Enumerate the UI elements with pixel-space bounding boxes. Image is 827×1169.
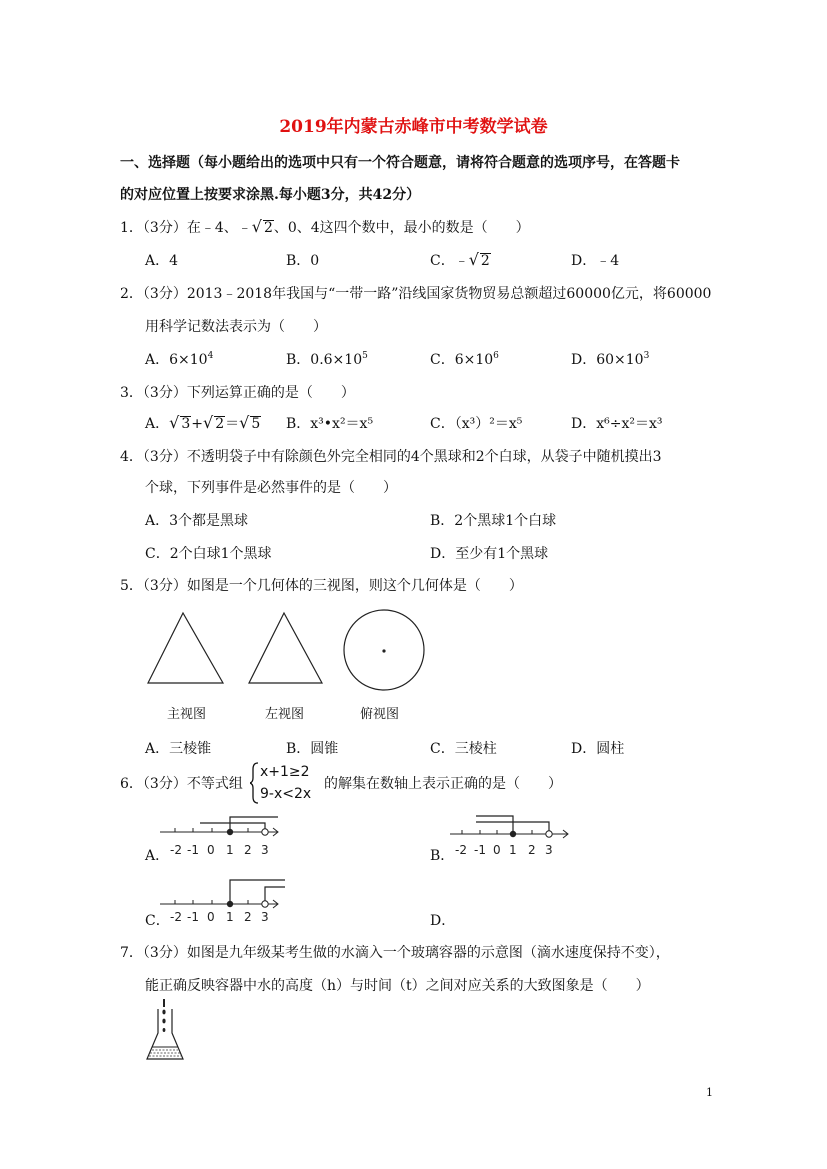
section-header-line2: 的对应位置上按要求涂黑.每小题3分，共42分）: [120, 187, 421, 203]
exam-title: 2019年内蒙古赤峰市中考数学试卷: [279, 117, 548, 137]
axis-label-0: 0: [493, 843, 501, 857]
q3-option-a: A．√ 3+√ 2＝√ 5: [145, 413, 261, 432]
side-view-label: 左视图: [265, 707, 305, 722]
section-header-line1: 一、选择题（每小题给出的选项中只有一个符合题意，请将符合题意的选项序号，在答题卡: [120, 155, 680, 171]
page-number: 1: [706, 1086, 713, 1099]
axis-label-3: 3: [261, 843, 269, 857]
q1-stem-radicand: 2: [263, 220, 273, 236]
q1-option-c: C．﹣√ 2: [430, 250, 490, 269]
q3-option-c: C．（x³）²＝x⁵: [430, 416, 523, 432]
axis-label-neg1: -1: [474, 843, 486, 857]
q2-option-c: C．$6\times 10^6$: [430, 351, 499, 368]
number-line-c: [160, 878, 290, 923]
front-view-label: 主视图: [167, 707, 207, 722]
q2-option-b: B．$0.6\times 10^5$: [286, 351, 368, 368]
q7-stem-line1: 7．（3分）如图是九年级某考生做的水滴入一个玻璃容器的示意图（滴水速度保持不变），: [120, 945, 670, 961]
axis-label-0: 0: [207, 910, 215, 923]
axis-label-3: 3: [261, 910, 269, 923]
axis-label-neg1: -1: [187, 843, 199, 857]
axis-label-1: 1: [226, 843, 234, 857]
q6-option-b: B．: [430, 848, 455, 864]
axis-label-1: 1: [226, 910, 234, 923]
q3-option-b: B．x³•x²＝x⁵: [286, 416, 374, 432]
q2-stem-line2: 用科学记数法表示为（ ）: [145, 319, 327, 335]
q1-option-a: A．4: [145, 253, 179, 269]
q2-option-a: A．$6\times 10^4$: [145, 351, 214, 368]
q7-stem-line2: 能正确反映容器中水的高度（h）与时间（t）之间对应关系的大致图象是（ ）: [145, 978, 650, 994]
axis-label-1: 1: [509, 843, 517, 857]
inequality-1: x+1≥2: [260, 764, 310, 780]
q4-option-a: A．3个都是黑球: [145, 513, 249, 529]
q3-stem: 3．（3分）下列运算正确的是（ ）: [120, 385, 355, 401]
axis-label-neg1: -1: [187, 910, 199, 923]
q4-option-d: D．至少有1个黑球: [430, 546, 549, 562]
axis-label-0: 0: [207, 843, 215, 857]
q5-option-d: D．圆柱: [571, 741, 625, 757]
q5-option-b: B．圆锥: [286, 741, 339, 757]
q6-option-a: A．: [145, 848, 170, 864]
top-view-label: 俯视图: [360, 707, 400, 722]
q4-stem-line2: 个球，下列事件是必然事件的是（ ）: [145, 480, 397, 496]
number-line-a: [160, 815, 285, 860]
axis-label-3: 3: [545, 843, 553, 857]
q2-stem-line1: 2．（3分）2013﹣2018年我国与“一带一路”沿线国家货物贸易总额超过60000亿元，将60000: [120, 286, 712, 302]
q6-stem-a: 6．（3分）不等式组: [120, 776, 243, 792]
q4-option-c: C．2个白球1个黑球: [145, 546, 272, 562]
q6-stem-b: 的解集在数轴上表示正确的是（ ）: [324, 776, 562, 792]
axis-label-neg2: -2: [170, 843, 182, 857]
q4-option-b: B．2个黑球1个白球: [430, 513, 557, 529]
axis-label-2: 2: [528, 843, 536, 857]
q6-option-d: D．: [430, 913, 456, 929]
side-view-triangle: [249, 613, 322, 683]
top-view-center-dot: [382, 649, 385, 652]
q5-stem: 5．（3分）如图是一个几何体的三视图，则这个几何体是（ ）: [120, 578, 523, 594]
q5-option-a: A．三棱锥: [145, 741, 212, 757]
q3-option-d: D．x⁶÷x²＝x³: [571, 416, 663, 432]
number-line-b: [450, 812, 575, 857]
q5-three-views-figure: [140, 605, 440, 695]
q4-stem-line1: 4．（3分）不透明袋子中有除颜色外完全相同的4个黑球和2个白球，从袋子中随机摸出3: [120, 449, 662, 465]
q1-stem: 1．（3分）在﹣4、﹣√ 2、0、4这四个数中，最小的数是（ ）: [120, 217, 530, 236]
axis-label-neg2: -2: [455, 843, 467, 857]
q2-option-d: D．$60\times 10^3$: [571, 351, 650, 368]
q6-option-c: C．: [145, 913, 170, 929]
inequality-2: 9-x<2x: [260, 786, 312, 802]
q1-option-d: D．﹣4: [571, 253, 620, 269]
system-brace: [250, 761, 260, 805]
q5-option-c: C．三棱柱: [430, 741, 497, 757]
axis-label-neg2: -2: [170, 910, 182, 923]
axis-label-2: 2: [244, 910, 252, 923]
axis-label-2: 2: [244, 843, 252, 857]
q1-option-b: B．0: [286, 253, 320, 269]
front-view-triangle: [148, 613, 223, 683]
glass-container-figure: [143, 997, 193, 1065]
